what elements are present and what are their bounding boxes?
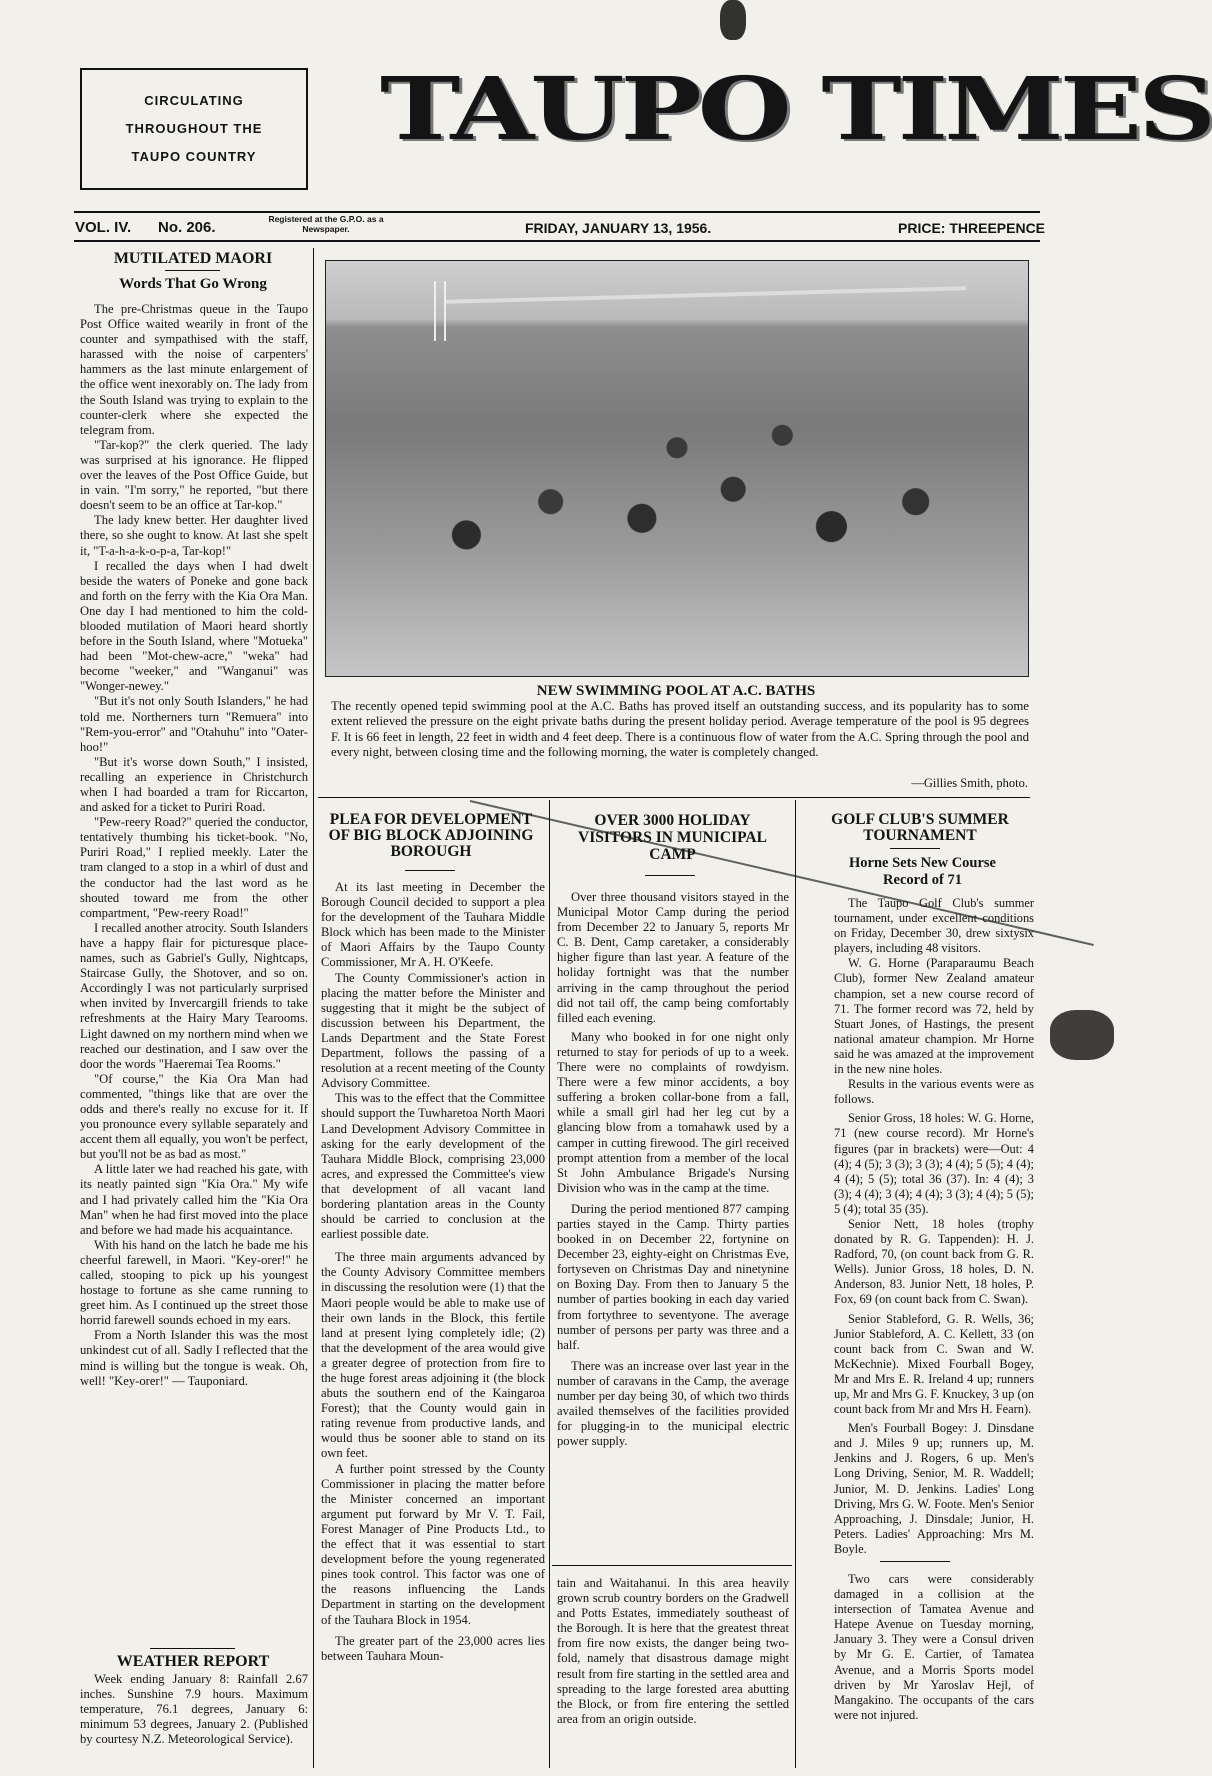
- column-rule-3: [795, 800, 796, 1768]
- pool-edge: [446, 286, 966, 304]
- paragraph: "But it's worse down South," I insisted, recalling an experience in Christchurch when I had boarded a tram for Riccarton, and asked for a ticket to Puriri Road.: [80, 754, 308, 815]
- issue-date: FRIDAY, JANUARY 13, 1956.: [525, 220, 712, 236]
- pool-caption-text: The recently opened tepid swimming pool at the A.C. Baths has proved itself an outstanding success, and its popularity has to some extent relieved the pressure on the eight private baths during the present holiday period. Average temperature of the pool is 95 degrees F. It is 66 feet in length, 22 feet in width and 4 feet deep. There is a continuous flow of water from the A.C. Spring through the pool and every night, between closing time and the following morning, the water is completely changed.: [331, 699, 1029, 759]
- registration-note: Registered at the G.P.O. as a Newspaper.: [268, 214, 384, 234]
- visitors-divider: [645, 875, 695, 876]
- mutilated-body: [80, 302, 308, 1642]
- paragraph: I recalled the days when I had dwelt beside the waters of Poneke and gone back and forth on the ferry with the Kia Ora Man. One day I had mentioned to him the cold-blooded mutilation of Maori heard shortly before in the South Island, where "Motueka" had been "Mot-chew-acre," "weka" had become "weeker," and "Wanganui" was "Wonger-newey.": [80, 558, 308, 694]
- paragraph: The greater part of the 23,000 acres lies between Tauhara Moun-: [321, 1633, 545, 1663]
- paragraph: This was to the effect that the Committee should support the Tuwharetoa North Maori Land Development Advisory Committee in asking for the early development of the Tauhara Middle Block, comprising 23,000 acres, and expressed the Committee's view that development of all vacant land bordering plantation areas in the County should be carried to conclusion at the earliest possible date.: [321, 1091, 545, 1242]
- paragraph: At its last meeting in December the Borough Council decided to support a plea for the development of the Tauhara Middle Block which has been made to the Minister of Maori Affairs by the Taupo County Commissioner, Mr A. H. O'Keefe.: [321, 880, 545, 970]
- mutilated-subhead: Words That Go Wrong: [119, 276, 267, 292]
- paragraph: Senior Gross, 18 holes: W. G. Horne, 71 (new course record). Mr Horne's figures (par in brackets) were—Out: 4 (4); 4 (5); 3 (3); 3 (3); 4 (4); 5 (5); 4 (4); 4 (4); 5 (5); total 36 (37). In: 4 (4); 3 (3); 4 (4); 3 (4); 4 (4); 3 (3); 4 (4); 5 (5); 5 (4); total 35 (35).: [834, 1111, 1034, 1216]
- column-rule-1: [313, 248, 314, 1768]
- paragraph: I recalled another atrocity. South Islanders have a happy flair for picturesque place-names, such as Gabriel's Gully, Nightcaps, Staircase Gully, the Shotover, and so on. Accordingly I was not particularly surprised when invited by Invercargill friends to take refreshments at the Hairy Mary Tearooms. Light dawned on my northern mind when we reached our destination, and I saw over the door the words "Haeremai Tea Rooms.": [80, 920, 308, 1071]
- swimming-pool-photo: [325, 260, 1029, 677]
- volume: VOL. IV.: [75, 219, 132, 236]
- paragraph: From a North Islander this was the most unkindest cut of all. Sadly I reflected that the mind is willing but the tongue is weak. Oh, well! "Key-orer!" — Tauponiard.: [80, 1328, 308, 1388]
- price: PRICE: THREEPENCE: [898, 220, 1046, 236]
- weather-text: Week ending January 8: Rainfall 2.67 inches. Sunshine 7.9 hours. Maximum temperature, 76.1 degrees, January 6: minimum 53 degrees, January 2. (Published by courtesy N.Z. Meteorological Service).: [80, 1672, 308, 1747]
- accident-body: [834, 1572, 1034, 1772]
- weather-headline: WEATHER REPORT: [116, 1653, 270, 1670]
- continuation-rule: [552, 1565, 792, 1566]
- paragraph: During the period mentioned 877 camping parties stayed in the Camp. Thirty parties booked in on December 22, fortynine on December 23, eighty-eight on Christmas Eve, fortyseven on Christmas Day and ninetynine on Boxing Day. From then to January 5 the number of parties booking in each day varied from fortythree to seventyone. The average number of persons per party was three and a half.: [557, 1201, 789, 1352]
- circulation-box: [80, 68, 308, 190]
- paragraph: W. G. Horne (Paraparaumu Beach Club), former New Zealand amateur champion, set a new course record of 71. The former record was 72, held by Stuart Jones, of Hastings, the present national amateur champion. Mr Horne said he was amazed at the improvement in the new nine holes.: [834, 956, 1034, 1077]
- mutilated-headline: MUTILATED MAORI: [113, 250, 273, 267]
- paragraph: Results in the various events were as follows.: [834, 1077, 1034, 1107]
- paragraph: "Of course," the Kia Ora Man had commented, "things like that are over the odds and there's really no excuse for it. If you pronounce every syllable separately and accent them all equally, you won't be perfect, but you'll not be as bad as most.": [80, 1071, 308, 1162]
- paragraph: The pre-Christmas queue in the Taupo Post Office waited wearily in front of the counter and sympathised with the staff, harassed with the noise of carpenters' hammers as the last minute enlargement of the office went inexorably on. The lady from the South Island was trying to explain to the counter-clerk where she expected the telegram from.: [80, 302, 308, 437]
- paragraph: Over three thousand visitors stayed in the Municipal Motor Camp during the period from December 22 to January 5, reports Mr C. B. Dent, Camp caretaker, a considerably higher figure than last year. A feature of the holiday fortnight was that the number arriving in the camp throughout the period did not tail off, the camp being comfortably filled each evening.: [557, 890, 789, 1025]
- paragraph: The lady knew better. Her daughter lived there, so she ought to know. At last she spelt it, "T-a-h-a-k-o-p-a, Tar-kop!": [80, 513, 308, 558]
- paragraph: The Taupo Golf Club's summer tournament, under excellent conditions on Friday, December 30, drew sixtysix players, including 48 visitors.: [834, 896, 1034, 956]
- paragraph: Men's Fourball Bogey: J. Dinsdane and J. Miles 9 up; runners up, M. Jenkins and J. Rogers, 6 up. Men's Long Driving, Senior, M. R. Waddell; Junior, M. D. Jenkins. Ladies' Long Driving, Mrs G. W. Foote. Men's Senior Approaching, J. Dinsdale; Junior, H. Peters. Ladies' Approaching: Mrs M. Boyle.: [834, 1421, 1034, 1556]
- photo-credit: —Gillies Smith, photo.: [911, 776, 1028, 790]
- paragraph: "But it's not only South Islanders," he had told me. Northerners turn "Remuera" into "Rem-you-error" and "Otahuhu" into "Oater-hoo!": [80, 694, 308, 754]
- masthead-bottom-rule: [74, 240, 1040, 242]
- pool-ladder: [434, 281, 446, 341]
- ink-stain-top: [720, 0, 746, 40]
- weather-body: [80, 1672, 308, 1772]
- accident-text: Two cars were considerably damaged in a collision at the intersection of Tamatea Avenue and Hatepe Avenue on Tuesday morning, January 3. They were a Consul driven by Mr G. E. Cartier, of Tamatea Avenue, and a Morris Sports model driven by Mr Yaroslav Hejl, of Mangakino. The occupants of the cars were not injured.: [834, 1572, 1034, 1722]
- paragraph: With his hand on the latch he bade me his cheerful farewell, in Maori. "Key-orer!" he called, stooping to pick up his youngest hostage to fortune as she came running to greet him. As I continued up the street those horrid farewell sounds echoed in my ears.: [80, 1237, 308, 1328]
- mutilated-divider: [165, 270, 220, 271]
- golf-subhead: Horne Sets New Course Record of 71: [849, 855, 996, 888]
- column-rule-2: [549, 800, 550, 1768]
- masthead-top-rule: [74, 211, 1040, 213]
- weather-divider: [150, 1648, 235, 1649]
- paragraph: The three main arguments advanced by the County Advisory Committee members in discussing the resolution were (1) that the Maori people would be able to make use of their own lands in the Block, this fertile land at present lying completely idle; (2) that the development of the area would give a greater degree of protection from fire to the huge forest areas adjoining it (the block abuts the southern end of the Kaingaroa Forest); that the County would gain in rating revenue from productive lands, and would thus be sooner able to stand on its own feet.: [321, 1250, 545, 1461]
- paragraph: "Tar-kop?" the clerk queried. The lady was surprised at his ignorance. He flipped over the leaves of the Post Office Guide, but in vain. "I'm sorry," he reported, "but there doesn't seem to be an office at Tar-kop.": [80, 437, 308, 513]
- paragraph: Senior Stableford, G. R. Wells, 36; Junior Stableford, A. C. Kellett, 33 (on count back from C. Swan and W. McKechnie). Mixed Fourball Bogey, Mr and Mrs E. R. Ireland 4 up; runners up, Mr and Mrs G. F. Knuckey, 3 up (on count back from Mr and Mrs H. Fearn).: [834, 1311, 1034, 1417]
- pool-caption: [331, 699, 1029, 775]
- paragraph: The County Commissioner's action in placing the matter before the Minister and suggesting that it might be the subject of discussion between his Department, the Lands Department and the State Forest Department, follows the passing of a resolution at a recent meeting of the County Advisory Committee.: [321, 970, 545, 1091]
- box-line-2: THROUGHOUT THE: [125, 121, 263, 136]
- issue-number: No. 206.: [158, 219, 216, 236]
- ink-stain-right: [1050, 1010, 1114, 1060]
- visitors-headline: OVER 3000 HOLIDAY VISITORS IN MUNICIPAL CAMP: [578, 812, 767, 863]
- continuation-text: tain and Waitahanui. In this area heavily grown scrub country borders on the Gradwell and Potts Estates, immediately southeast of the Borough. It is here that the greatest threat from fire now exists, the danger being two-fold, namely that disastrous damage might result from fire starting in the settled area and spreading to the large forested area abutting the Block, or from fire entering the settled area from an origin outside.: [557, 1576, 789, 1726]
- paragraph: Senior Nett, 18 holes (trophy donated by R. G. Tappenden): H. J. Radford, 70, (on count back from G. R. Wells). Junior Gross, 18 holes, D. N. Anderson, 83. Junior Nett, 18 holes, P. Fox, 69 (on count back from C. Swan).: [834, 1216, 1034, 1307]
- pool-caption-title: NEW SWIMMING POOL AT A.C. BATHS: [536, 683, 816, 699]
- plea-body: [321, 880, 545, 1770]
- box-line-1: CIRCULATING: [144, 93, 244, 108]
- visitors-body: [557, 890, 789, 1555]
- photo-section-rule: [318, 797, 1030, 798]
- newspaper-title: TAUPO TIMES: [380, 58, 1212, 160]
- plea-continuation: [557, 1576, 789, 1772]
- plea-divider: [405, 870, 455, 871]
- paragraph: A little later we had reached his gate, with its neatly painted sign "Kia Ora." My wife and I had privately called him the "Kia Ora Man" when he had first moved into the place and before we had made his acquaintance.: [80, 1162, 308, 1237]
- golf-body: [834, 896, 1034, 1556]
- box-line-3: TAUPO COUNTRY: [131, 149, 257, 164]
- golf-headline: GOLF CLUB'S SUMMER TOURNAMENT: [831, 811, 1009, 844]
- paragraph: A further point stressed by the County Commissioner in placing the matter before the Minister concerned an important argument put forward by Mr V. T. Fail, Forest Manager of Pine Products Ltd., to the effect that it was essential to start development before the young regenerated pines took control. This factor was one of the reasons influencing the Lands Department in starting on the development of the Tauhara Block in 1954.: [321, 1461, 545, 1627]
- plea-headline: PLEA FOR DEVELOPMENT OF BIG BLOCK ADJOINING BOROUGH: [328, 811, 534, 860]
- golf-end-rule: [880, 1561, 950, 1562]
- paragraph: Many who booked in for one night only returned to stay for periods of up to a week. There were no complaints of rowdyism. There were a few minor accidents, a boy suffering a broken collar-bone from a fall, while a small girl had her leg cut by a glancing blow from a tomahawk used by a camper in cutting firewood. The girl received prompt attention from a member of the local St John Ambulance Brigade's Nursing Division who was in the camp at the time.: [557, 1029, 789, 1195]
- golf-divider: [890, 848, 940, 849]
- paragraph: There was an increase over last year in the number of caravans in the Camp, the average number per day being 30, of which two thirds availed themselves of the facilities provided for plugging-in to the municipal electric power supply.: [557, 1358, 789, 1449]
- paragraph: "Pew-reery Road?" queried the conductor, tentatively thumbing his ticket-book. "No, Puriri Road," I replied meekly. Later the tram clanged to a stop in a whirl of dust and the conductor had the last word as he shouted toward me from the other compartment, "Pew-reery Road!": [80, 815, 308, 920]
